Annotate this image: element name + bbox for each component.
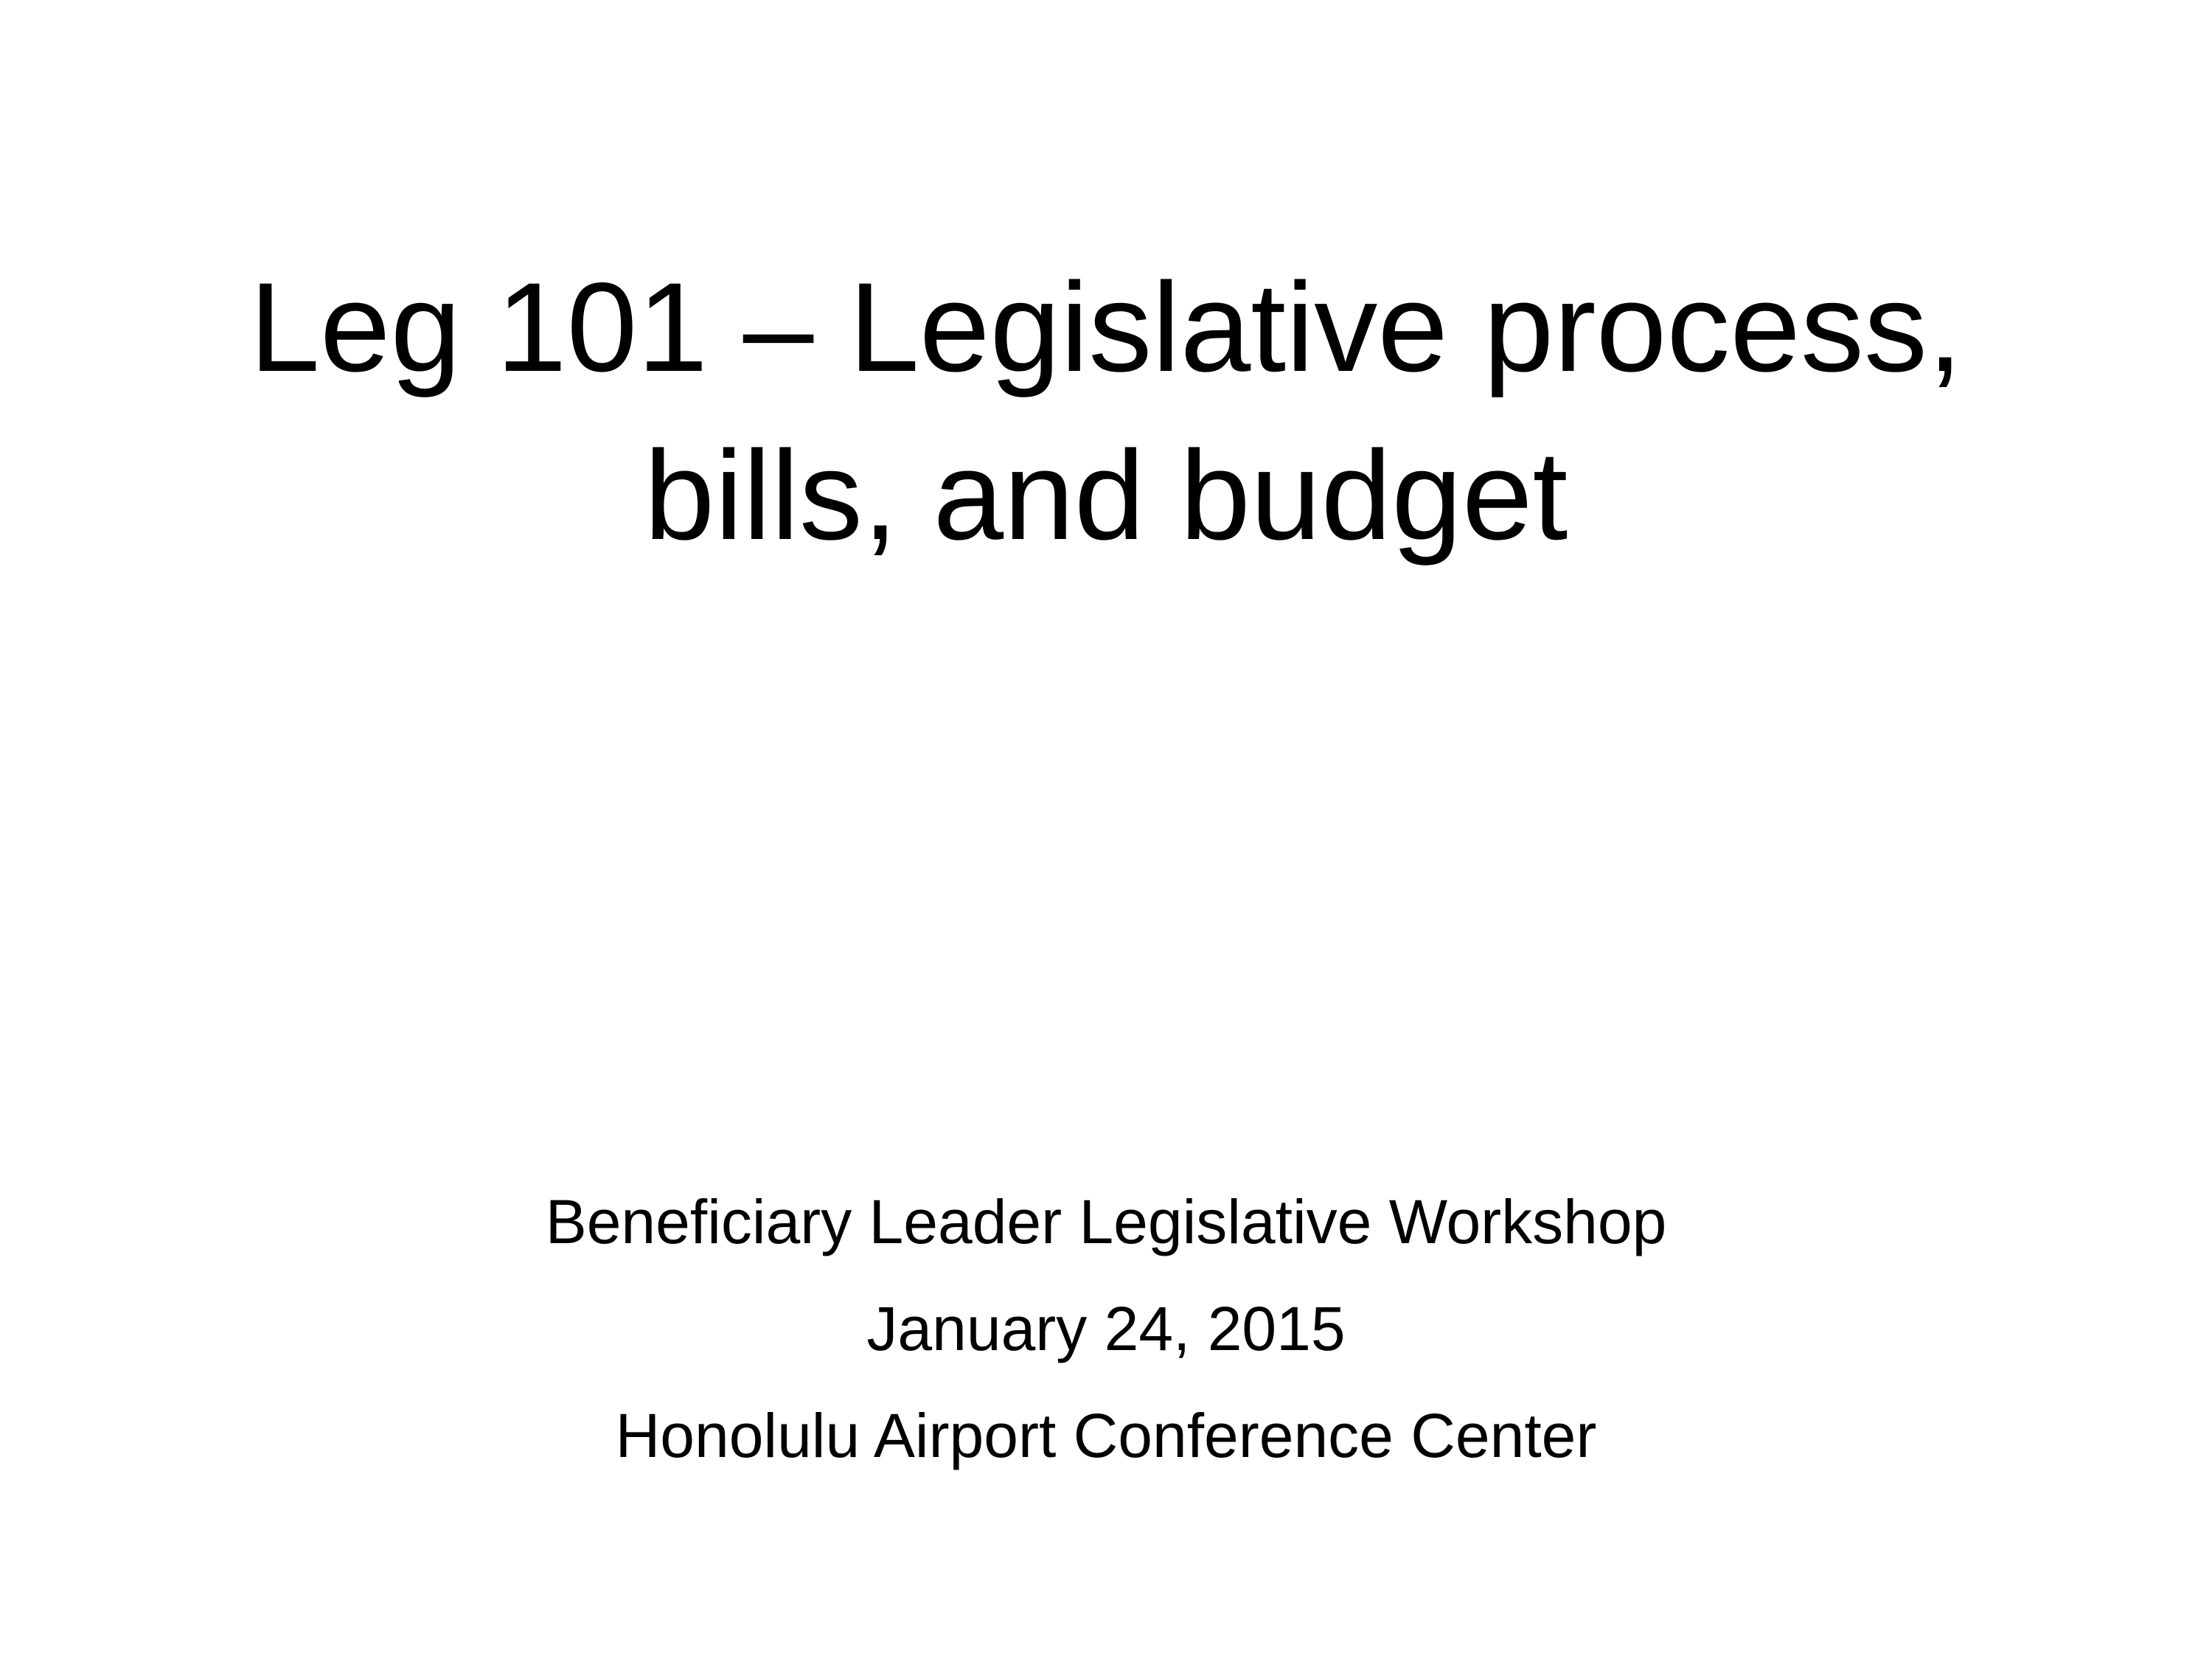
slide-title	[147, 243, 2065, 580]
slide-subtitle	[221, 1169, 1991, 1489]
title-line-2: bills, and budget	[644, 425, 1568, 566]
title-line-1: Leg 101 – Legislative process,	[249, 257, 1963, 398]
event-name: Beneficiary Leader Legislative Workshop	[545, 1187, 1667, 1256]
event-date: January 24, 2015	[866, 1294, 1346, 1363]
event-venue: Honolulu Airport Conference Center	[615, 1401, 1597, 1470]
